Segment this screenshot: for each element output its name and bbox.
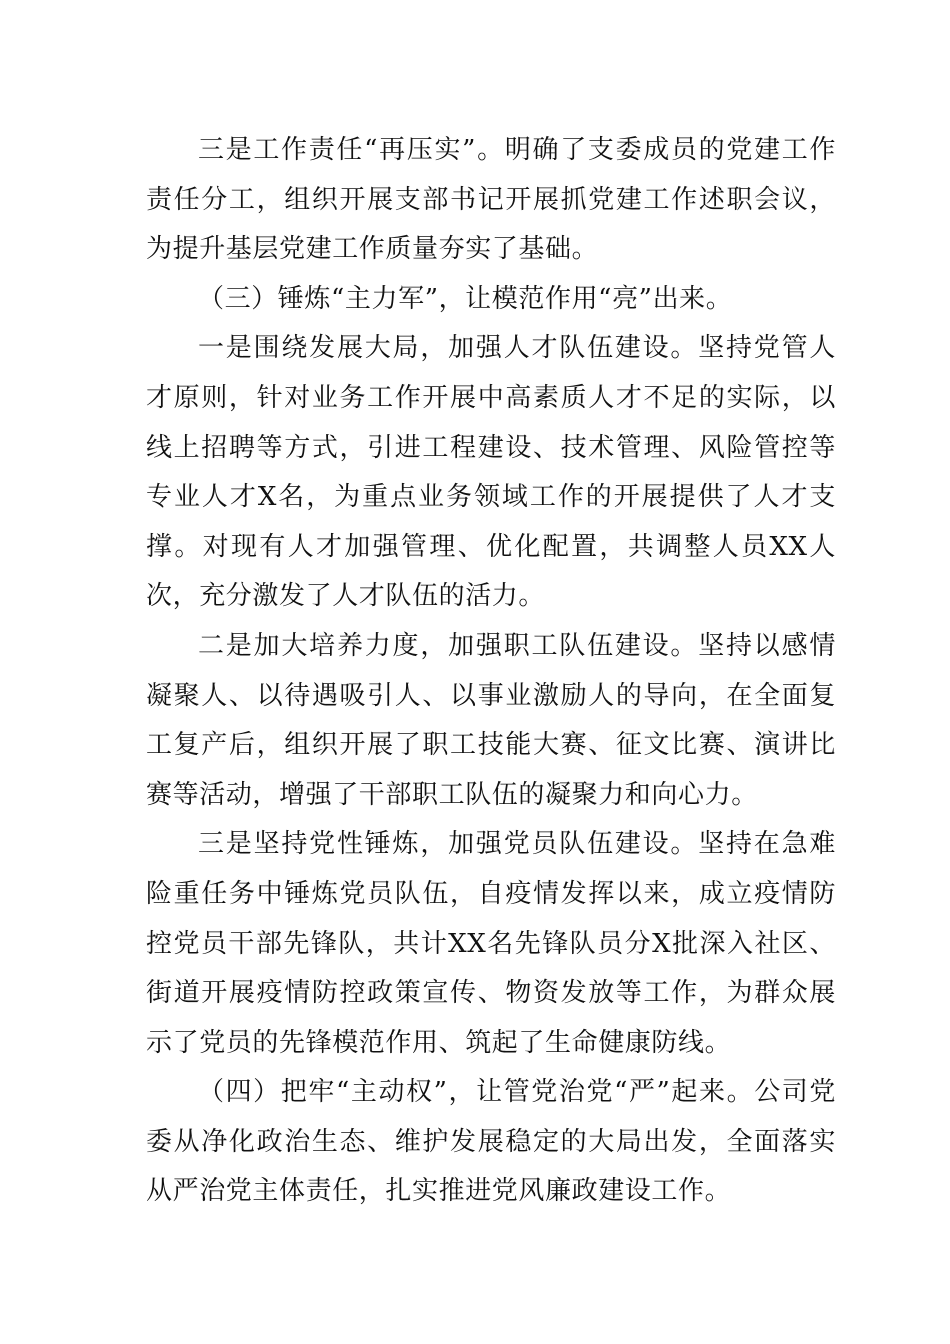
section-four-paragraph: （四）把牢“主动权”，让管党治党“严”起来。公司党委从净化政治生态、维护发展稳定的大局出发，全面落实从严治党主体责任，扎实推进党风廉政建设工作。 xyxy=(146,1077,836,1207)
paragraph-talent-team: 一是围绕发展大局，加强人才队伍建设。坚持党管人才原则，针对业务工作开展中高素质人才不足的实际，以线上招聘等方式，引进工程建设、技术管理、风险管控等专业人才X名，为重点业务领域工作的开展提供了人才支撑。对现有人才加强管理、优化配置，共调整人员XX人次，充分激发了人才队伍的活力。 xyxy=(146,333,836,612)
document-body xyxy=(146,126,836,1217)
paragraph-party-member-team: 三是坚持党性锤炼，加强党员队伍建设。坚持在急难险重任务中锤炼党员队伍，自疫情发挥以来，成立疫情防控党员干部先锋队，共计XX名先锋队员分X批深入社区、街道开展疫情防控政策宣传、物资发放等工作，为群众展示了党员的先锋模范作用、筑起了生命健康防线。 xyxy=(146,829,836,1058)
paragraph-staff-team: 二是加大培养力度，加强职工队伍建设。坚持以感情凝聚人、以待遇吸引人、以事业激励人的导向，在全面复工复产后，组织开展了职工技能大赛、征文比赛、演讲比赛等活动，增强了干部职工队伍的凝聚力和向心力。 xyxy=(146,630,836,810)
section-heading-three: （三）锤炼“主力军”，让模范作用“亮”出来。 xyxy=(198,283,733,314)
paragraph-work-responsibility: 三是工作责任“再压实”。明确了支委成员的党建工作责任分工，组织开展支部书记开展抓党建工作述职会议，为提升基层党建工作质量夯实了基础。 xyxy=(146,135,836,265)
